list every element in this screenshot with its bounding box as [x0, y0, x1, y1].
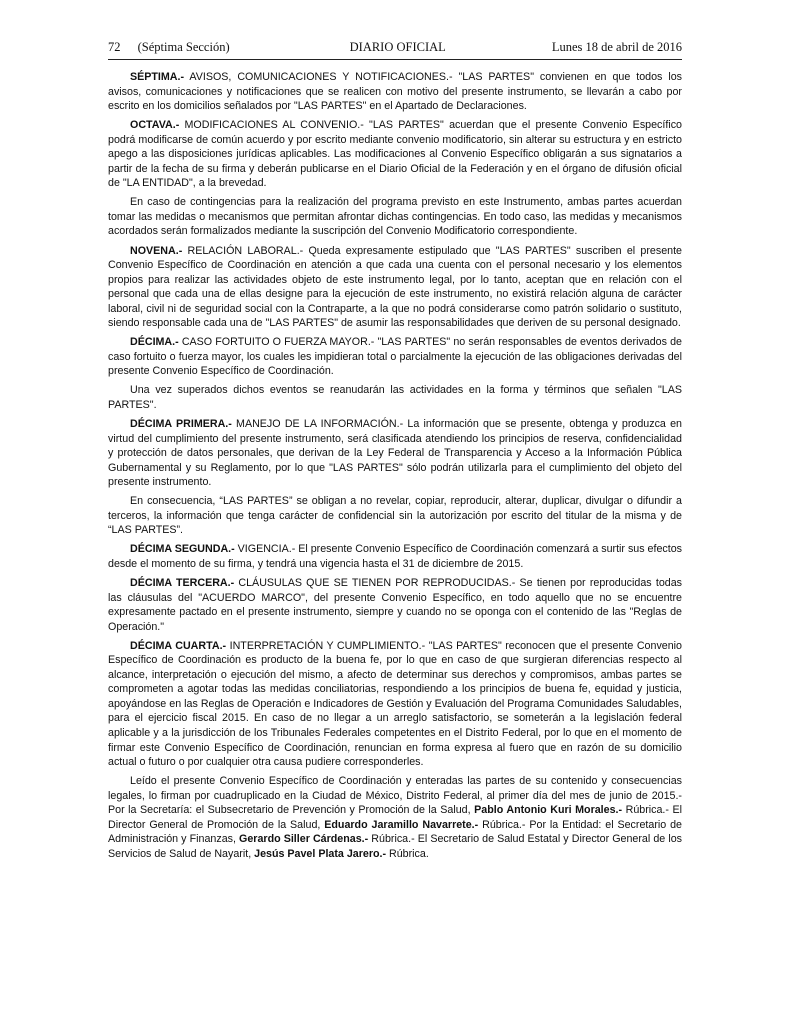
closing-text: Rúbrica.	[386, 847, 429, 860]
clause-paragraph	[108, 494, 682, 538]
clause-text: CLÁUSULAS QUE SE TIENEN POR REPRODUCIDAS.- Se tienen por reproducidas todas las cláusulas del "ACUERDO MARCO", del presente Convenio Específico, en todo aquello que no se encuentre expresamente pactado en el presente instrumento, siempre y cuando no se oponga con el contenido de las "Reglas de Operación."	[108, 577, 682, 633]
page-header	[108, 40, 682, 60]
closing-text: Leído el presente Convenio Específico de Coordinación y enteradas las partes de su contenido y consecuencias legales, lo firman por cuadruplicado en la Ciudad de México, Distrito Federal, al primer día del mes de junio de 2015.- Por la Secretaría: el Subsecretario de Prevención y Promoción de la Salud,	[108, 775, 682, 817]
clause-text: En caso de contingencias para la realización del programa previsto en este Instrumento, ambas partes acuerdan tomar las medidas o mecanismos que permitan afrontar dichas contingencias. En todo caso, las medidas y mecanismos acordados serán formalizados mediante la suscripción del Convenio Modificatorio correspondiente.	[108, 196, 682, 238]
clause-heading: SÉPTIMA.-	[130, 71, 185, 83]
clause-paragraph	[108, 542, 682, 571]
page-number: 72	[108, 40, 121, 54]
clause-text: VIGENCIA.- El presente Convenio Específico de Coordinación comenzará a surtir sus efectos desde el momento de su firma, y tendrá una vigencia hasta el 31 de diciembre de 2015.	[108, 543, 683, 570]
closing-paragraph	[108, 774, 682, 861]
header-left	[108, 40, 244, 55]
clause-paragraph	[108, 335, 682, 379]
clause-paragraph	[108, 244, 682, 331]
clause-heading: DÉCIMA CUARTA.-	[130, 639, 227, 652]
clause-text: MANEJO DE LA INFORMACIÓN.- La información que se presente, obtenga y produzca en virtud del cumplimiento del presente instrumento, será clasificada atendiendo los principios de reserva, confidencialidad y protección de datos personales, que derivan de la Ley Federal de Transparencia y Acceso a la Información Pública Gubernamental y su Reglamento, por lo que "LAS PARTES" sólo podrán utilizarla para el cumplimiento del objeto del presente instrumento.	[108, 418, 682, 489]
signatory-name: Pablo Antonio Kuri Morales.-	[474, 804, 623, 817]
section-label: (Séptima Sección)	[137, 40, 230, 54]
closing-text: Rúbrica.- El Director General de Promoción de la Salud,	[108, 804, 682, 831]
clause-paragraph	[108, 576, 682, 634]
clause-text: Una vez superados dichos eventos se reanudarán las actividades en la forma y términos que señalen "LAS PARTES".	[108, 384, 682, 411]
document-body	[108, 70, 682, 861]
clause-paragraph	[108, 417, 682, 490]
closing-text: Rúbrica.- El Secretario de Salud Estatal y Director General de los Servicios de Salud de Nayarit,	[108, 833, 682, 860]
clause-text: MODIFICACIONES AL CONVENIO.- "LAS PARTES" acuerdan que el presente Convenio Específico podrá modificarse de común acuerdo y por escrito mediante convenio modificatorio, sin alterar su estructura y en estricto apego a las disposiciones jurídicas aplicables. Las modificaciones al Convenio Específico obligarán a sus signatarios a partir de la fecha de su firma y deberán publicarse en el Diario Oficial de la Federación y en el órgano de difusión oficial de "LA ENTIDAD", a la brevedad.	[108, 119, 682, 190]
clause-heading: DÉCIMA.-	[130, 336, 179, 349]
signatory-name: Eduardo Jaramillo Navarrete.-	[324, 818, 479, 831]
clause-heading: DÉCIMA PRIMERA.-	[130, 418, 232, 431]
clause-paragraph	[108, 383, 682, 412]
clause-text: CASO FORTUITO O FUERZA MAYOR.- "LAS PARTES" no serán responsables de eventos derivados de caso fortuito o fuerza mayor, los cuales les impidieran total o parcialmente la ejecución de las obligaciones derivadas del presente Convenio Específico de Coordinación.	[108, 336, 682, 378]
clause-text: AVISOS, COMUNICACIONES Y NOTIFICACIONES.- "LAS PARTES" convienen en que todos los avisos, comunicaciones y notificaciones que se realicen con motivo del presente instrumento, se llevarán a cabo por escrito en los domicilios señalados por "LAS PARTES" en el Apartado de Declaraciones.	[108, 71, 682, 113]
clause-paragraph	[108, 195, 682, 239]
clause-text: INTERPRETACIÓN Y CUMPLIMIENTO.- "LAS PARTES" reconocen que el presente Convenio Específico de Coordinación es producto de la buena fe, por lo que en caso de que surgieran diferencias respecto al alcance, interpretación o ejecución del mismo, a afecto de determinar sus derechos y compromisos, ambas partes se comprometen a agotar todas las medidas conciliatorias, respondiendo a los principios de buena fe, equidad y justicia, apoyándose en las Reglas de Operación e Indicadores de Gestión y Evaluación del Programa Comunidades Saludables, para el ejercicio fiscal 2015. En caso de no llegar a un arreglo satisfactorio, se someterán a la legislación federal aplicable y a la jurisdicción de los Tribunales Federales competentes en el Distrito Federal, por lo que en el momento de firmar este Convenio Específico de Coordinación, renuncian en forma expresa al fuero que en razón de su domicilio actual o futuro o por cualquier otra causa pudiere corresponderles.	[108, 639, 682, 769]
signatory-name: Gerardo Siller Cárdenas.-	[239, 833, 369, 846]
clause-paragraph	[108, 118, 682, 191]
clause-heading: DÉCIMA TERCERA.-	[130, 577, 235, 589]
clause-heading: NOVENA.-	[130, 244, 183, 257]
clause-paragraph	[108, 639, 682, 770]
clause-paragraph	[108, 70, 682, 114]
signatory-name: Jesús Pavel Plata Jarero.-	[254, 847, 387, 860]
document-page	[108, 40, 682, 866]
publication-title: DIARIO OFICIAL	[349, 40, 446, 54]
clause-heading: DÉCIMA SEGUNDA.-	[130, 543, 235, 556]
clause-text: RELACIÓN LABORAL.- Queda expresamente estipulado que "LAS PARTES" suscriben el presente Convenio Específico de Coordinación en atención a que cada una cuenta con el personal necesario y los elementos propios para realizar las actividades objeto de este instrumento legal, por lo tanto, aceptan que en relación con el personal que cada una de ellas designe para la ejecución de este instrumento, no existirá relación alguna de carácter laboral, civil ni de seguridad social con la Contraparte, a la que no podrá considerarse como patrón solidario o sustituto, siendo responsable cada una de "LAS PARTES" de asumir las responsabilidades que deriven de su personal designado.	[108, 244, 682, 330]
closing-text: Rúbrica.- Por la Entidad: el Secretario de Administración y Finanzas,	[108, 818, 682, 846]
clause-heading: OCTAVA.-	[130, 119, 180, 132]
clause-text: En consecuencia, “LAS PARTES” se obligan a no revelar, copiar, reproducir, alterar, duplicar, divulgar o difundir a terceros, la información que tenga carácter de confidencial sin la autorización por escrito del titular de la misma y de “LAS PARTES”.	[108, 495, 682, 537]
publication-date: Lunes 18 de abril de 2016	[551, 40, 682, 54]
